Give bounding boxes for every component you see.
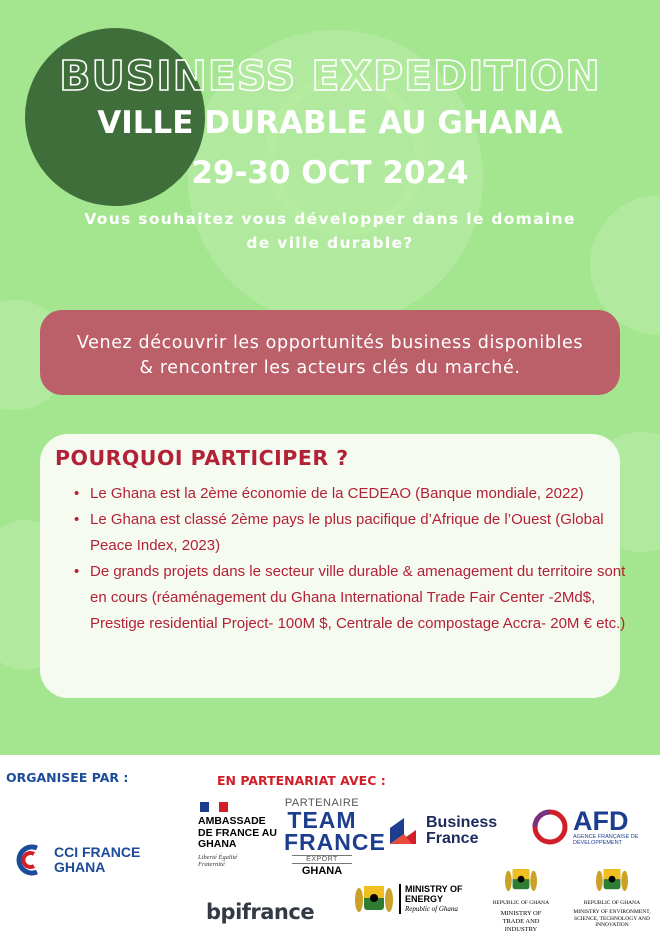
cci-france-ghana-logo (12, 842, 144, 878)
organisers-label: ORGANISEE PAR : (6, 770, 129, 785)
afd-name: AFD (573, 805, 629, 836)
title-ville-durable: VILLE DURABLE AU GHANA (97, 105, 563, 141)
callout-banner (40, 310, 620, 395)
afd-logo (530, 807, 641, 847)
tf-export: EXPORT (292, 855, 352, 864)
cci-logo-icon (12, 842, 48, 878)
partners-label: EN PARTENARIAT AVEC : (217, 773, 386, 788)
tf-ghana: GHANA (301, 865, 343, 877)
tf-partenaire: PARTENAIRE (284, 797, 360, 809)
ambassade-logo (198, 802, 280, 868)
ghana-coat-of-arms-icon (354, 880, 394, 918)
why-participate-title: POURQUOI PARTICIPER ? (55, 446, 349, 470)
why-participate-list (72, 481, 627, 637)
afd-ring-icon (530, 807, 570, 847)
team-france-export-logo (284, 797, 386, 877)
ghana-coat-of-arms-icon (503, 864, 539, 896)
business-france-name: Business France (426, 814, 498, 847)
bpi-part1: bpi (206, 900, 242, 924)
tf-team: TEAM (287, 807, 357, 833)
business-france-logo (386, 814, 508, 848)
ghana-coat-of-arms-icon (594, 864, 630, 896)
ambassade-motto: Liberté Égalité Fraternité (198, 853, 238, 868)
mes-republic: REPUBLIC OF GHANA (583, 900, 641, 906)
ambassade-name: AMBASSADE DE FRANCE AU GHANA (198, 815, 277, 850)
list-item: • De grands projets dans le secteur ville durable & amenagement du territoire sont en cours (réaménagement du Ghana International Trade Fair Center -2Md$, Prestige residential Project- 100M $, Centrale de compostage Accra- 20M € etc.) (72, 559, 627, 637)
energy-sub: Republic of Ghana (405, 905, 458, 913)
event-dates: 29-30 OCT 2024 (191, 155, 469, 191)
ministry-of-energy-logo (354, 880, 467, 918)
energy-name: MINISTRY OF ENERGY (405, 884, 463, 904)
business-france-icon (386, 814, 420, 848)
mti-name: MINISTRY OF TRADE AND INDUSTRY (500, 910, 542, 933)
ministry-of-environment-logo (566, 864, 658, 929)
list-item: • Le Ghana est la 2ème économie de la CEDEAO (Banque mondiale, 2022) (72, 481, 627, 507)
callout-text: Venez découvrir les opportunités business disponibles & rencontrer les acteurs clés du marché. (76, 332, 584, 378)
cci-name: CCI FRANCE GHANA (54, 844, 141, 875)
ministry-of-trade-logo (492, 864, 550, 934)
afd-subtitle: AGENCE FRANÇAISE DE DÉVELOPPEMENT (573, 833, 639, 846)
tf-france: FRANCE (284, 829, 386, 855)
bpi-part2: france (241, 900, 315, 924)
mti-republic: REPUBLIC OF GHANA (492, 900, 550, 906)
subtitle-question: Vous souhaitez vous développer dans le domaine de ville durable? (84, 210, 576, 252)
bpifrance-logo (206, 900, 314, 924)
mes-name: MINISTRY OF ENVIRONMENT, SCIENCE, TECHNOLOGY AND INNOVATION (573, 909, 651, 928)
list-item: • Le Ghana est classé 2ème pays le plus pacifique d’Afrique de l’Ouest (Global Peace Index, 2023) (72, 507, 627, 559)
french-flag-icon (200, 802, 228, 812)
title-business-expedition: BUSINESS EXPEDITION (59, 52, 601, 100)
